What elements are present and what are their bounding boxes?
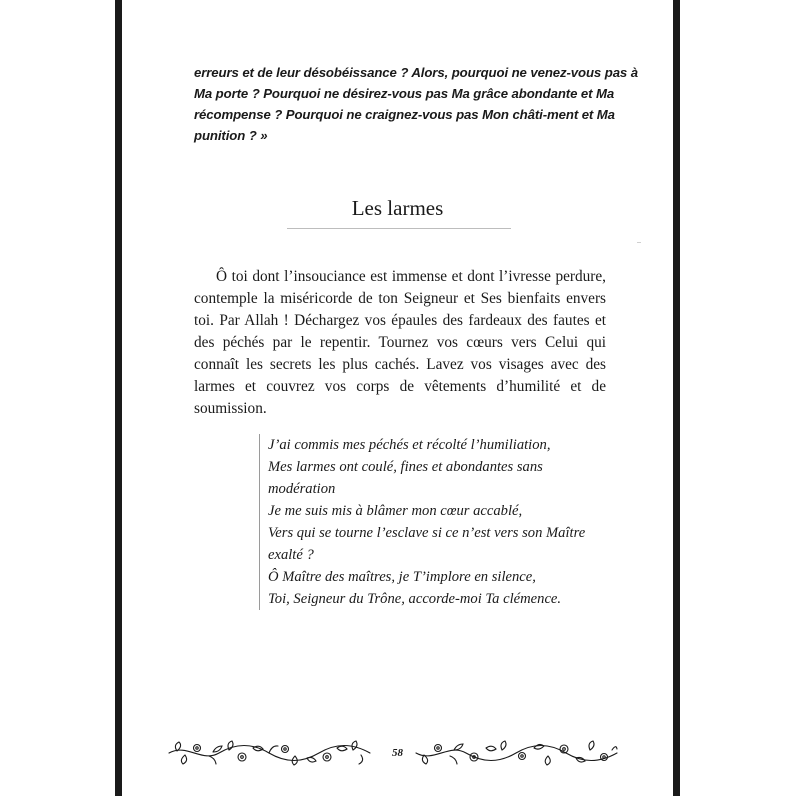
left-page-border <box>115 0 122 796</box>
intro-line: erreurs et de leur désobéissance ? Alors, pourquoi ne venez-vous pas à <box>194 65 638 80</box>
poem-line: Mes larmes ont coulé, fines et abondantes sans <box>268 459 543 475</box>
right-page-border <box>673 0 680 796</box>
intro-line: Ma porte ? Pourquoi ne désirez-vous pas Ma grâce abondante et Ma <box>194 86 615 101</box>
poem-line: Toi, Seigneur du Trône, accorde-moi Ta clémence. <box>268 591 562 607</box>
poem-line: Ô Maître des maîtres, je T’implore en silence, <box>268 569 536 585</box>
poem-line: modération <box>268 481 336 497</box>
intro-quote <box>194 62 638 146</box>
title-underline <box>287 228 511 229</box>
page-number: 58 <box>392 747 403 759</box>
poem-line: Je me suis mis à blâmer mon cœur accablé, <box>268 503 523 519</box>
intro-line: récompense ? Pourquoi ne craignez-vous pas Mon châti-ment et Ma <box>194 107 615 122</box>
poem-block <box>259 434 588 610</box>
floral-vine-icon <box>414 738 619 768</box>
intro-line: punition ? » <box>194 128 268 143</box>
section-title: Les larmes <box>351 196 444 220</box>
poem-line: Vers qui se tourne l’esclave si ce n’est vers son Maître <box>268 525 586 541</box>
decorative-dash <box>637 242 641 243</box>
body-paragraph: Ô toi dont l’insouciance est immense et dont l’ivresse perdure, contemple la miséricorde de ton Seigneur et Ses bienfaits envers toi. Par Allah ! Déchargez vos épaules des fardeaux des fautes et des péchés par le repentir. Tournez vos cœurs vers Celui qui connaît les secrets les plus cachés. Lavez vos visages avec des larmes et couvrez vos corps de vêtements d’humilité et de soumission. <box>194 268 606 417</box>
poem-line: exalté ? <box>268 547 314 563</box>
poem-line: J’ai commis mes péchés et récolté l’humiliation, <box>268 437 551 453</box>
book-page <box>122 0 673 796</box>
